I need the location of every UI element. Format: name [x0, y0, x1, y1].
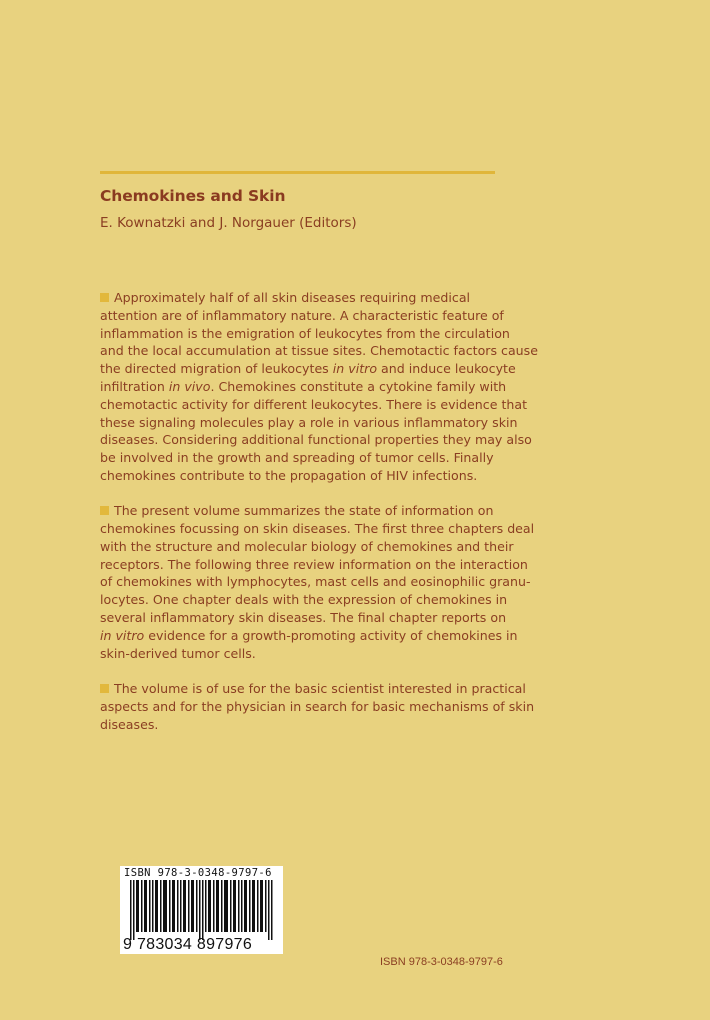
isbn-barcode — [120, 866, 283, 954]
isbn-number: ISBN 978-3-0348-9797-6 — [380, 956, 503, 968]
book-title: Chemokines and Skin — [100, 187, 286, 205]
barcode-bars-icon — [130, 880, 276, 940]
book-authors: E. Kownatzki and J. Norgauer (Editors) — [100, 215, 357, 231]
square-bullet-icon — [100, 506, 109, 515]
blurb-paragraph-1: Approximately half of all skin diseases requiring medical attention are of inflammatory nature. A characteristic feature of inflammation is the emigration of leukocytes from the circulation and the local accumulation at tissue sites. Chemotactic factors cause the directed migration of leukocytes in vitro and induce leukocyte infiltration in vivo. Chemokines constitute a cytokine family with chemotactic activity for different leukocytes. There is evidence that these signaling molecules play a role in various inflammatory skin diseases. Considering additional functional properties they may also be involved in the growth and spreading of tumor cells. Finally chemokines contribute to the propagation of HIV infections. — [100, 290, 538, 483]
square-bullet-icon — [100, 293, 109, 302]
back-cover-blurb — [100, 289, 538, 751]
barcode-isbn-label: ISBN 978-3-0348-9797-6 — [124, 867, 272, 879]
header-rule — [100, 171, 495, 174]
barcode-digits: 9 783034 897976 — [123, 936, 253, 953]
blurb-paragraph-2: The present volume summarizes the state of information on chemokines focussing on skin diseases. The first three chapters deal with the structure and molecular biology of chemokines and their receptors. The following three review information on the interaction of chemokines with lymphocytes, mast cells and eosinophilic granu- locytes. One chapter deals with the expression of chemokines in several inflammatory skin diseases. The final chapter reports on in vitro evidence for a growth-promoting activity of chemokines in skin-derived tumor cells. — [100, 503, 535, 661]
square-bullet-icon — [100, 684, 109, 693]
blurb-paragraph-3: The volume is of use for the basic scientist interested in practical aspects and for the physician in search for basic mechanisms of skin diseases. — [100, 680, 535, 732]
